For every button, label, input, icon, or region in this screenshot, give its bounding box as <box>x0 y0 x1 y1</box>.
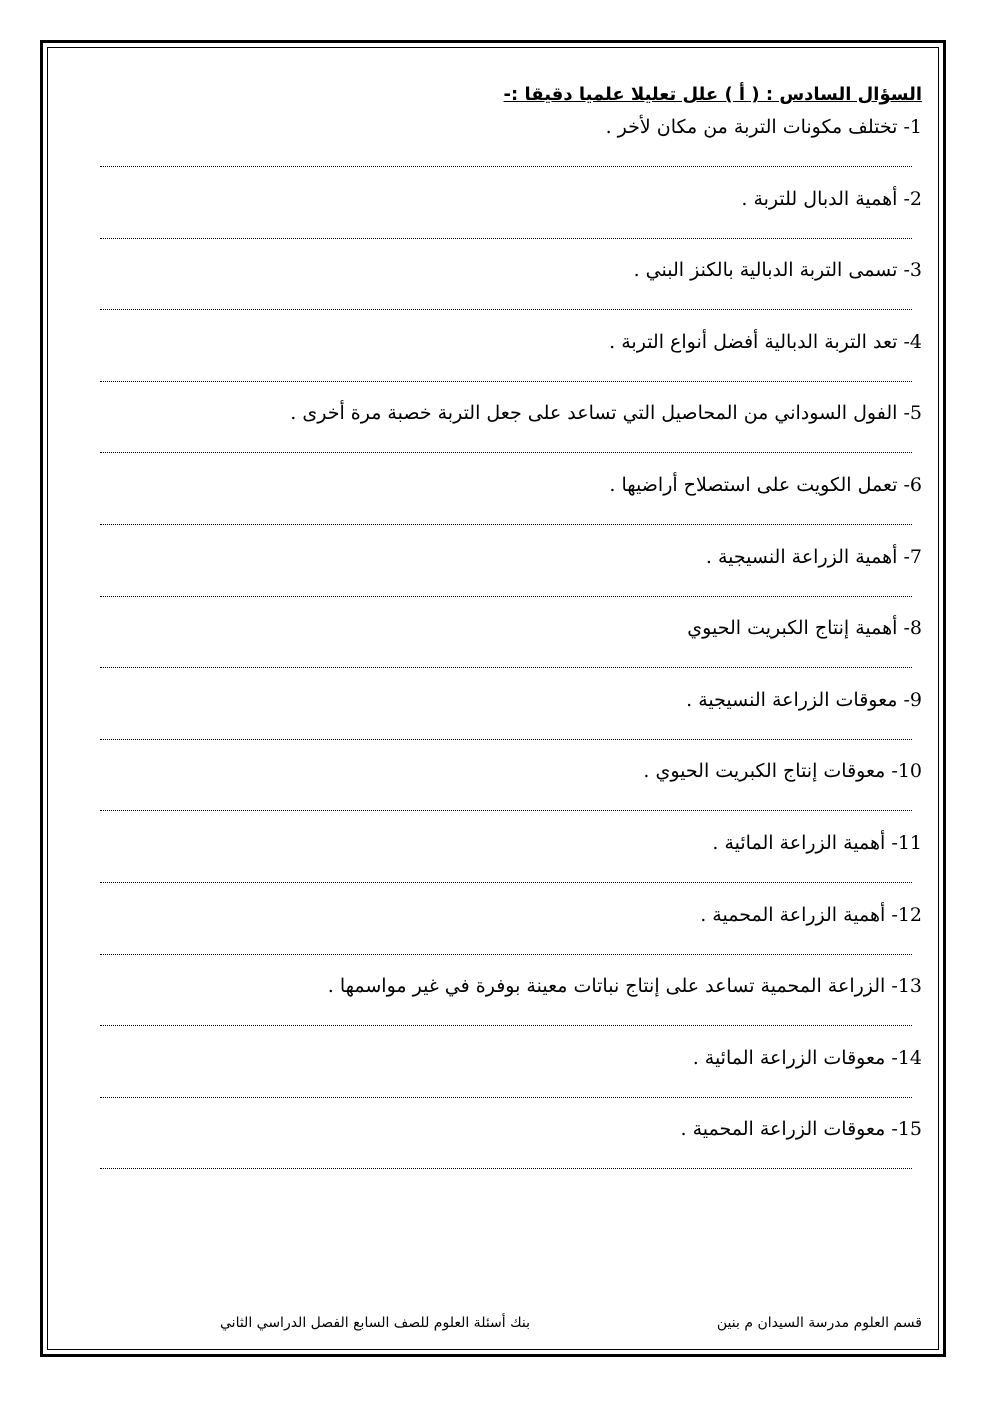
question-dash: - <box>897 402 910 425</box>
question-body: معوقات الزراعة المحمية . <box>680 1118 886 1141</box>
answer-line[interactable] <box>100 1025 912 1026</box>
question-dash: - <box>897 688 910 711</box>
question-item <box>100 255 922 327</box>
question-text <box>700 900 922 930</box>
answer-line[interactable] <box>100 238 912 239</box>
answer-line[interactable] <box>100 596 912 597</box>
question-dash: - <box>897 545 910 568</box>
question-text <box>681 1114 922 1144</box>
question-item <box>100 1114 922 1186</box>
question-number: 3 <box>909 259 922 282</box>
question-text <box>634 255 922 285</box>
question-text <box>686 685 922 715</box>
question-item <box>100 398 922 470</box>
question-dash: - <box>885 975 898 998</box>
question-item <box>100 542 922 614</box>
question-number: 14 <box>897 1046 922 1069</box>
question-body: أهمية الزراعة النسيجية . <box>705 545 898 568</box>
question-item <box>100 828 922 900</box>
question-dash: - <box>897 259 910 282</box>
question-item <box>100 900 922 972</box>
question-number: 13 <box>897 975 922 998</box>
question-text <box>609 327 922 357</box>
question-dash: - <box>897 116 910 138</box>
question-dash: - <box>897 187 910 210</box>
question-body: أهمية الدبال للتربة . <box>741 187 898 210</box>
question-body: تعمل الكويت على استصلاح أراضيها . <box>609 473 898 496</box>
worksheet <box>100 78 922 1186</box>
question-item <box>100 613 922 685</box>
question-text <box>741 184 922 214</box>
footer-department: قسم العلوم مدرسة السيدان م بنين <box>716 1315 922 1331</box>
question-number: 4 <box>909 330 922 353</box>
question-text <box>693 1043 922 1073</box>
answer-line[interactable] <box>100 810 912 811</box>
question-body: أهمية الزراعة المائية . <box>712 831 886 854</box>
question-item <box>100 756 922 828</box>
question-text <box>606 112 922 142</box>
answer-line[interactable] <box>100 1097 912 1098</box>
footer-bank: بنك أسئلة العلوم للصف السابع الفصل الدراسي الثاني <box>220 1315 531 1331</box>
answer-line[interactable] <box>100 882 912 883</box>
question-number: 6 <box>909 473 922 496</box>
question-item <box>100 470 922 542</box>
question-number: 15 <box>897 1118 922 1141</box>
question-body: تعد التربة الدبالية أفضل أنواع التربة . <box>609 330 898 353</box>
question-text <box>643 756 922 786</box>
question-number: 5 <box>909 402 922 425</box>
question-dash: - <box>885 1118 898 1141</box>
question-body: تسمى التربة الدبالية بالكنز البني . <box>633 259 898 282</box>
question-dash: - <box>897 473 910 496</box>
question-text <box>328 971 922 1001</box>
question-body: الفول السوداني من المحاصيل التي تساعد على جعل التربة خصبة مرة أخرى . <box>290 402 898 425</box>
answer-line[interactable] <box>100 452 912 453</box>
answer-line[interactable] <box>100 1168 912 1169</box>
question-item <box>100 184 922 256</box>
question-dash: - <box>885 903 898 926</box>
question-dash: - <box>885 760 898 783</box>
question-dash: - <box>897 617 910 640</box>
question-number: 11 <box>897 831 922 854</box>
answer-line[interactable] <box>100 309 912 310</box>
answer-line[interactable] <box>100 739 912 740</box>
question-body: معوقات إنتاج الكبريت الحيوي . <box>643 760 886 783</box>
question-number: 9 <box>909 688 922 711</box>
question-body: تختلف مكونات التربة من مكان لأخر . <box>605 116 898 138</box>
question-list <box>100 112 922 1186</box>
question-body: أهمية الزراعة المحمية . <box>700 903 886 926</box>
question-number: 12 <box>897 903 922 926</box>
answer-line[interactable] <box>100 954 912 955</box>
question-item <box>100 685 922 757</box>
answer-line[interactable] <box>100 166 912 167</box>
question-text <box>706 542 922 572</box>
question-item <box>100 1043 922 1115</box>
question-body: أهمية إنتاج الكبريت الحيوي <box>687 617 898 640</box>
question-number: 7 <box>909 545 922 568</box>
question-number: 10 <box>897 760 922 783</box>
answer-line[interactable] <box>100 667 912 668</box>
question-item <box>100 327 922 399</box>
question-body: الزراعة المحمية تساعد على إنتاج نباتات معينة بوفرة في غير مواسمها . <box>327 975 886 998</box>
question-item <box>100 112 922 184</box>
question-body: معوقات الزراعة النسيجية . <box>686 688 898 711</box>
question-dash: - <box>897 330 910 353</box>
question-text <box>687 613 922 643</box>
question-text <box>712 828 922 858</box>
question-text <box>290 398 922 428</box>
answer-line[interactable] <box>100 524 912 525</box>
section-title: السؤال السادس : ( أ ) علل تعليلا علميا دقيقا :- <box>503 84 922 105</box>
question-text <box>609 470 922 500</box>
answer-line[interactable] <box>100 381 912 382</box>
question-number: 8 <box>909 617 922 640</box>
question-body: معوقات الزراعة المائية . <box>692 1046 886 1069</box>
question-item <box>100 971 922 1043</box>
question-number: 1 <box>909 116 922 138</box>
question-dash: - <box>885 1046 898 1069</box>
question-dash: - <box>885 831 898 854</box>
question-number: 2 <box>909 187 922 210</box>
